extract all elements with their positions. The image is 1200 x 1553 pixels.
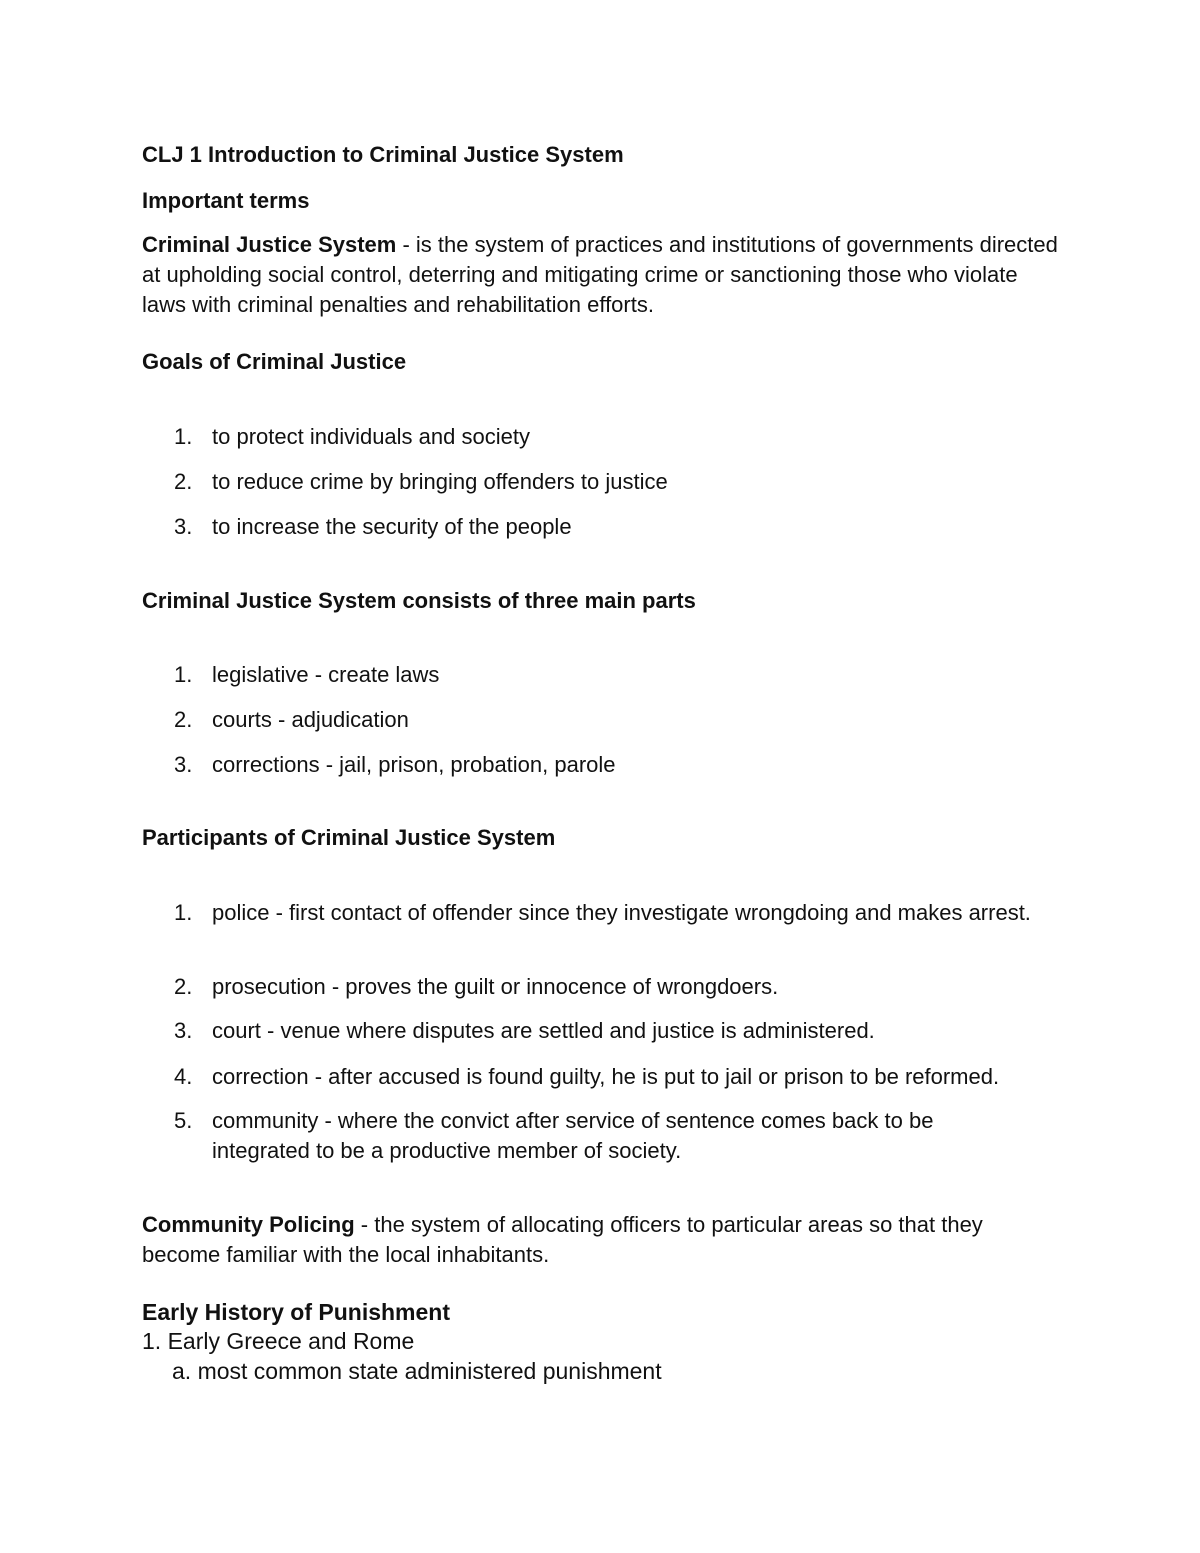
- list-number: 3.: [174, 514, 193, 539]
- list-text: to increase the security of the people: [212, 514, 572, 539]
- participants-heading: Participants of Criminal Justice System: [142, 825, 556, 850]
- list-number: 3.: [174, 1018, 193, 1043]
- cjs-definition-text: - is the system of practices and institutions of governments directed at upholding social control, deterring and mitigating crime or sanctioning those who violate laws with criminal penalties and rehabilitation efforts.: [142, 232, 1058, 317]
- list-number: 3.: [174, 752, 193, 777]
- list-text: police - first contact of offender since they investigate wrongdoing and makes arrest.: [212, 900, 1031, 925]
- important-terms-heading: Important terms: [142, 188, 310, 213]
- community-policing-paragraph: [142, 1210, 1052, 1270]
- list-number: 4.: [174, 1064, 193, 1089]
- community-policing-text: - the system of allocating officers to particular areas so that they become familiar with the local inhabitants.: [142, 1212, 983, 1267]
- list-text: to protect individuals and society: [212, 424, 530, 449]
- early-history-subitem: a. most common state administered punishment: [172, 1358, 662, 1384]
- list-number: 1.: [174, 424, 193, 449]
- cjs-term: Criminal Justice System: [142, 232, 397, 257]
- list-text: prosecution - proves the guilt or innocence of wrongdoers.: [212, 974, 779, 999]
- community-policing-term: Community Policing: [142, 1212, 355, 1237]
- list-text: to reduce crime by bringing offenders to justice: [212, 469, 668, 494]
- list-number: 2.: [174, 469, 193, 494]
- early-history-item: 1. Early Greece and Rome: [142, 1328, 415, 1354]
- list-number: 1.: [174, 662, 193, 687]
- list-number: 1.: [174, 900, 193, 925]
- list-text: courts - adjudication: [212, 707, 409, 732]
- parts-heading: Criminal Justice System consists of three main parts: [142, 588, 696, 613]
- list-number: 2.: [174, 707, 193, 732]
- list-text: legislative - create laws: [212, 662, 440, 687]
- list-number: 5.: [174, 1108, 193, 1133]
- list-text: correction - after accused is found guilty, he is put to jail or prison to be reformed.: [212, 1064, 1000, 1089]
- goals-heading: Goals of Criminal Justice: [142, 349, 407, 374]
- early-history-heading: Early History of Punishment: [142, 1299, 451, 1325]
- document-title: CLJ 1 Introduction to Criminal Justice System: [142, 142, 624, 167]
- list-text: corrections - jail, prison, probation, parole: [212, 752, 616, 777]
- list-text: court - venue where disputes are settled and justice is administered.: [212, 1018, 875, 1043]
- list-number: 2.: [174, 974, 193, 999]
- list-text: community - where the convict after service of sentence comes back to be integrated to be a productive member of society.: [212, 1108, 934, 1163]
- cjs-definition-paragraph: [142, 230, 1067, 320]
